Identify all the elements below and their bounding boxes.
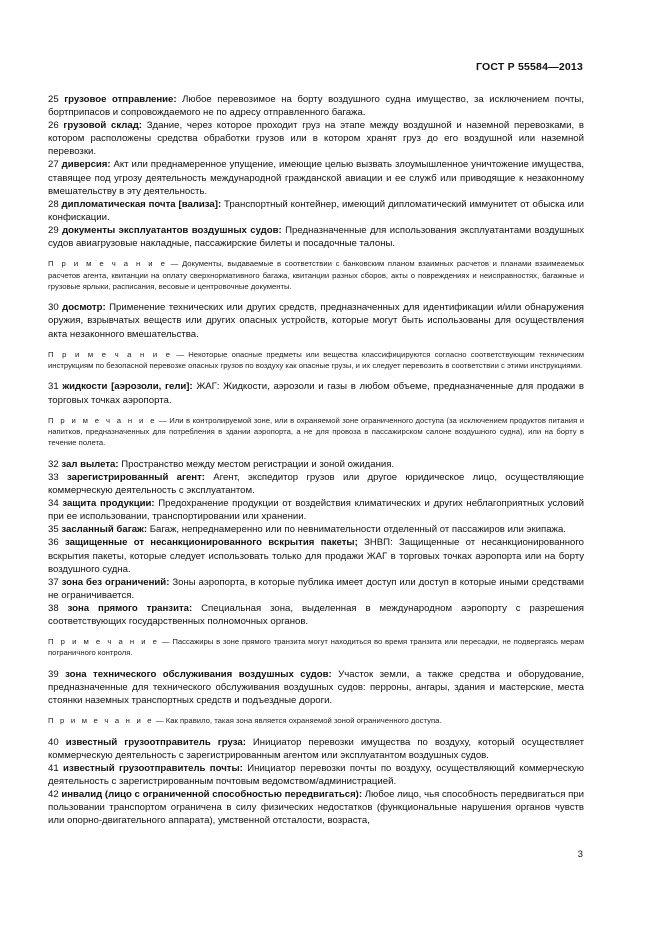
term-text: Предназначенные для использования эксплуатантами воздушных судов авиагрузовые накладные, пассажирские билеты и посадочные талоны. [48, 224, 584, 250]
term-definition [48, 119, 584, 158]
term-text: Участок земли, а также средства и оборудование, предназначенные для технического обслуживания воздушных судов: перроны, ангары, здания и мастерские, места стоянки наземных транспортных средств и подъездные дороги. [48, 668, 584, 707]
term-number: 34 [48, 498, 59, 510]
term-definition [48, 788, 584, 827]
term-text: Предохранение продукции от воздействия климатических и других неблагоприятных условий при ее использовании, транспортировании или хранении. [48, 498, 585, 523]
term-name: зона без ограничений: [61, 576, 170, 588]
term-name: дипломатическая почта [вализа]: [61, 198, 222, 210]
term-name: документы эксплуатантов воздушных судов: [62, 224, 282, 236]
term-definition [48, 762, 584, 788]
term-number: 42 [48, 788, 59, 800]
term-name: защита продукции: [62, 498, 155, 510]
term-definition [48, 224, 584, 250]
note [48, 349, 584, 372]
note-label: П р и м е ч а н и е [48, 259, 168, 269]
note-text: — Некоторые опасные предметы или вещества классифицируются согласно соответствующим техническим инструкциям по безопасной перевозке опасных грузов по воздуху как опасные грузы, и их следует перевозить в соответствии с этими инструкциями. [48, 349, 584, 371]
term-definition [48, 668, 584, 707]
term-number: 27 [48, 159, 59, 171]
term-name: досмотр: [62, 302, 106, 314]
note-text: — Как правило, такая зона является охраняемой зоной ограниченного доступа. [153, 716, 442, 726]
note [48, 258, 584, 292]
term-name: жидкости [аэрозоли, гели]: [62, 381, 193, 393]
term-definition [48, 458, 584, 471]
term-number: 38 [48, 602, 59, 614]
term-text: Зоны аэропорта, в которые публика имеет доступ или доступ в которые иными средствами не ограничивается. [48, 576, 584, 601]
term-number: 32 [48, 458, 59, 470]
note [48, 415, 584, 449]
term-name: зона технического обслуживания воздушных судов: [65, 668, 332, 680]
term-definition [48, 576, 584, 602]
term-name: засланный багаж: [61, 524, 148, 536]
term-name: зона прямого транзита: [67, 602, 193, 614]
term-text: ЖАГ: Жидкости, аэрозоли и газы в любом объеме, предназначенные для продажи в торговых точках аэропорта. [48, 381, 584, 406]
term-text: Агент, экспедитор грузов или другое юридическое лицо, осуществляющие коммерческую деятельность с эксплуатантом. [48, 471, 584, 497]
term-number: 31 [48, 381, 59, 393]
term-text: Инициатор перевозки почты по воздуху, осуществляющий коммерческую деятельность с зарегистрированным почтовым ведомством/администрацией. [48, 762, 584, 787]
note [48, 715, 584, 726]
term-text: Любое лицо, чья способность передвигаться при пользовании транспортом ограничена в силу физических недостатков (функциональные нарушения органов чувств или опорно-двигательного аппарата), умственной отсталости, возраста, [48, 788, 584, 827]
term-definition [48, 523, 584, 536]
term-name: известный грузоотправитель почты: [63, 762, 243, 774]
term-number: 33 [48, 471, 59, 483]
term-text: Здание, через которое проходит груз на этапе между воздушной и наземной перевозками, в котором расположены средства обработки грузов или в котором хранят груз до его воздушной или наземной перевозки. [48, 120, 584, 158]
term-definition [48, 736, 584, 762]
term-name: зал вылета: [61, 458, 119, 470]
term-number: 36 [48, 537, 59, 549]
term-text: Транспортный контейнер, имеющий дипломатический иммунитет от обыска или конфискации. [48, 198, 584, 223]
term-definition [48, 158, 584, 197]
note-label: П р и м е ч а н и е [48, 716, 154, 726]
term-text: Инициатор перевозки имущества по воздуху, который осуществляет коммерческую деятельность с зарегистрированным агентом или эксплуатантом воздушных судов. [48, 736, 585, 761]
term-name: известный грузоотправитель груза: [65, 736, 246, 748]
term-definition [48, 93, 584, 119]
term-text: Применение технических или других средств, предназначенных для идентификации и/или обнаружения оружия, взрывчатых веществ или других опасных устройств, которые могут быть использованы для осуществления акта незаконного вмешательства. [48, 302, 585, 340]
term-definition [48, 602, 584, 628]
note-text: — Пассажиры в зоне прямого транзита могут находиться во время транзита или пересадки, не подвергаясь мерам пограничного контроля. [48, 637, 584, 658]
term-number: 26 [48, 120, 59, 132]
term-number: 37 [48, 576, 59, 588]
term-name: диверсия: [61, 159, 111, 171]
page-number: 3 [577, 849, 583, 860]
term-text: Пространство между местом регистрации и зоной ожидания. [118, 458, 395, 470]
page-header-standard: ГОСТ Р 55584—2013 [475, 61, 583, 73]
note-label: П р и м е ч а н и е [48, 637, 160, 647]
note-label: П р и м е ч а н и е [48, 415, 157, 425]
term-number: 25 [48, 94, 59, 105]
term-name: защищенные от несанкционированного вскрытия пакеты; [64, 537, 358, 549]
term-definition [48, 380, 584, 406]
term-number: 40 [48, 736, 59, 748]
term-name: грузовой склад: [63, 120, 142, 132]
term-definition [48, 536, 584, 575]
term-number: 30 [48, 302, 59, 314]
term-definition [48, 301, 584, 340]
note-text: — Или в контролируемой зоне, или в охраняемой зоне ограниченного доступа (за исключением продуктов питания и напитков, предназначенных для потребления в здании аэропорта, а не для провоза в пассажирском салоне воздушного судна), или на борту в течение полета. [48, 415, 584, 448]
term-number: 35 [48, 524, 59, 536]
term-number: 29 [48, 224, 59, 236]
term-number: 39 [48, 668, 59, 680]
term-definition [48, 198, 584, 224]
term-text: Акт или преднамеренное упущение, имеющие целью вызвать злоумышленное уничтожение имущества, ставящее под угрозу деятельность международной гражданской авиации и ее служб или приводящие к незаконному вмешательству в эту деятельность. [48, 159, 584, 197]
term-text: Любое перевозимое на борту воздушного судна имущество, за исключением почты, бортприпасов и сопровождаемого не по адресу отправленного багажа. [48, 94, 584, 119]
document-body [48, 93, 584, 827]
term-text: ЗНВП: Защищенные от несанкционированного вскрытия пакеты, которые следует использовать только для продажи ЖАГ в торговых точках аэропорта или на борту воздушного судна. [48, 537, 585, 575]
term-number: 41 [48, 762, 59, 774]
note-text: — Документы, выдаваемые в соответствии с банковским планом взаимных расчетов и планами взаимеаемых расчетов агента, квитанции на оплату сверхнормативного багажа, квитанции разных сборов, акты о повреждениях и неисправностях, багажные и грузовые ярлыки, расписания, весовые и центровочные документы. [48, 259, 584, 291]
term-text: Багаж, непреднамеренно или по невнимательности отделенный от пассажиров или экипажа. [147, 524, 566, 536]
term-name: грузовое отправление: [64, 94, 177, 105]
term-text: Специальная зона, выделенная в международном аэропорту с разрешения соответствующих государственных полномочных органов. [48, 602, 584, 627]
term-definition [48, 471, 584, 497]
note [48, 636, 584, 659]
term-number: 28 [48, 198, 59, 210]
term-name: инвалид (лицо с ограниченной способностью передвигаться): [61, 788, 363, 800]
note-label: П р и м е ч а н и е [48, 349, 173, 359]
term-definition [48, 497, 584, 523]
term-name: зарегистрированный агент: [66, 471, 205, 483]
